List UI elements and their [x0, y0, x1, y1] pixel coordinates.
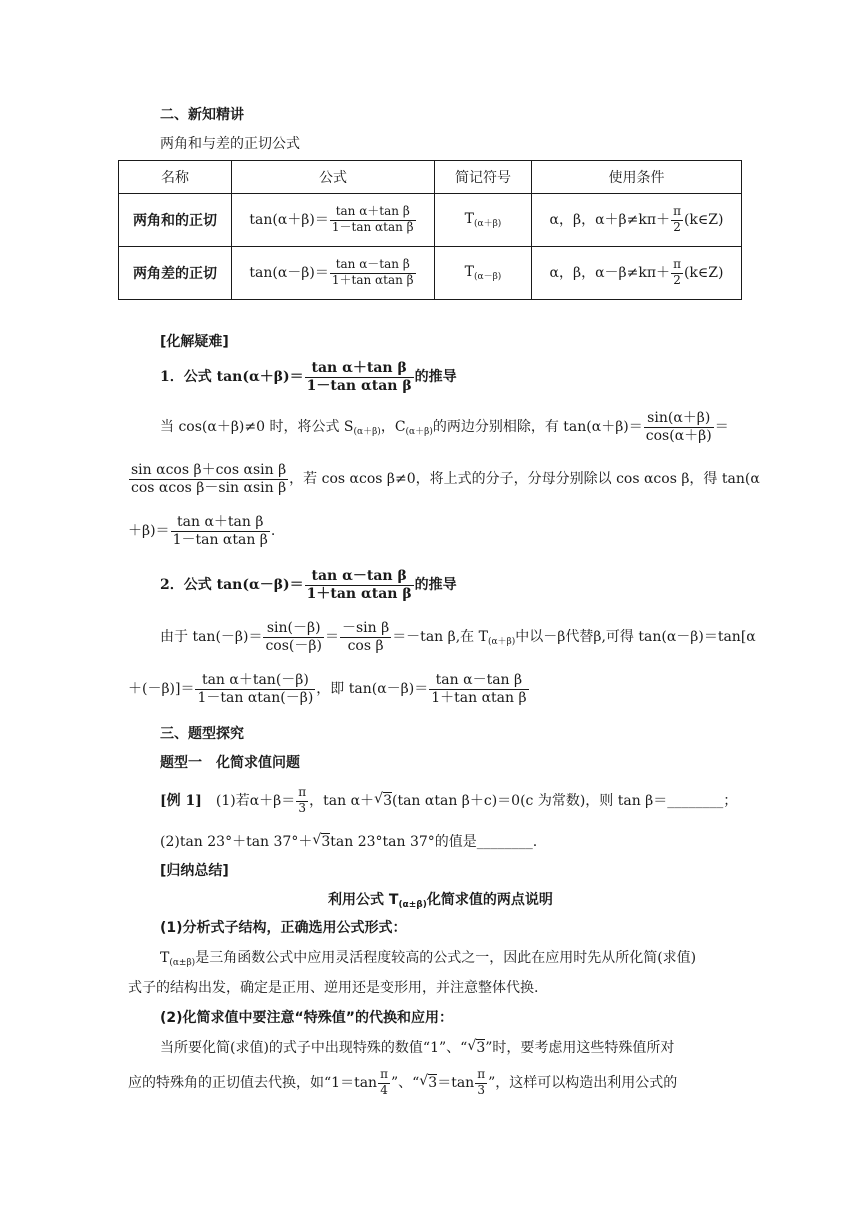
fraction: [644, 410, 714, 444]
symbol-letter: T: [464, 211, 475, 227]
example-label: [例 1]: [160, 792, 202, 809]
fraction: [378, 1068, 390, 1098]
fraction-numerator: tan α－tan β: [305, 568, 414, 586]
text: (1)若α＋β＝: [215, 792, 296, 809]
fraction-denominator: cos αcos β－sin αsin β: [131, 480, 287, 497]
text: 应的特殊角的正切值去代换，如“1＝tan: [128, 1074, 378, 1091]
formula-difference: [232, 247, 435, 300]
sqrt-symbol: √ 3: [467, 1038, 486, 1056]
condition-fraction: [671, 205, 683, 235]
fraction-denominator: cos(α＋β): [645, 428, 712, 445]
summary-point-1-title: (1)分析式子结构，正确选用公式形式：: [160, 920, 407, 936]
summary-point-2-title: (2)化简求值中要注意“特殊值”的代换和应用：: [160, 1010, 453, 1026]
summary-point-1-line-1: [160, 947, 696, 968]
title-suffix: 的推导: [414, 577, 457, 594]
derivation-2-title: [160, 568, 457, 602]
summary-title: [328, 889, 553, 910]
condition-text: α，β，α－β≠kπ＋: [549, 265, 671, 281]
summary-point-2-line-2: [128, 1068, 677, 1098]
fraction-denominator: 4: [380, 1082, 388, 1097]
section-heading-problem-types: 三、题型探究: [160, 726, 244, 742]
fraction-denominator: 3: [477, 1082, 485, 1097]
fraction-numerator: π: [671, 258, 683, 274]
text: ”、“: [390, 1074, 420, 1091]
formula-fraction: [330, 205, 416, 235]
text: ，C: [380, 419, 406, 436]
fraction: [129, 462, 288, 496]
title-text: 1．公式 tan(α＋β)＝: [160, 369, 304, 386]
text: ，若 cos αcos β≠0，将上式的分子，分母分别除以 cos αcos β，得 tan(α: [289, 471, 760, 488]
fraction-numerator: π: [671, 205, 683, 221]
derivation-2-line-1: [160, 620, 756, 654]
text: .: [270, 523, 276, 540]
fraction-denominator: 1＋tan αtan β: [306, 586, 412, 603]
subscript: (α＋β): [487, 637, 516, 648]
fraction-denominator: 2: [673, 220, 681, 234]
fraction-numerator: π: [296, 786, 308, 802]
fraction: [475, 1068, 487, 1098]
problem-type-1-title: 题型一 化简求值问题: [160, 755, 300, 771]
table-row: [119, 194, 742, 247]
text: ＋(－β)]＝: [128, 681, 195, 698]
text: ＝tan: [437, 1074, 475, 1091]
fraction-denominator: 1－tan αtan(－β): [197, 690, 314, 707]
text: 化简求值的两点说明: [426, 892, 553, 908]
summary-heading: [归纳总结]: [160, 863, 229, 879]
text: 当所要化简(求值)的式子中出现特殊的数值“1”、“: [160, 1040, 468, 1056]
title-suffix: 的推导: [414, 369, 457, 386]
text: 中以－β代替β,可得 tan(α－β)＝tan[α: [515, 629, 756, 646]
row-name-sum: 两角和的正切: [119, 194, 232, 247]
symbol-subscript: (α－β): [474, 272, 502, 282]
fraction-denominator: 1＋tan αtan β: [331, 273, 414, 287]
text: ＝－tan β,在 T: [392, 629, 488, 646]
subscript: (α±β): [398, 900, 427, 910]
clarify-heading: [化解疑难]: [160, 334, 229, 350]
row-name-difference: 两角差的正切: [119, 247, 232, 300]
text: (tan αtan β＋c)＝0(c 为常数)，则 tan β＝________；: [391, 792, 738, 809]
fraction-denominator: 1＋tan αtan β: [431, 690, 527, 707]
summary-point-1-line-2: 式子的结构出发，确定是正用、逆用还是变形用，并注意整体代换.: [128, 980, 539, 996]
fraction-numerator: －sin β: [340, 620, 391, 638]
table-row: [119, 247, 742, 300]
symbol-sum: [435, 194, 532, 247]
fraction-numerator: sin αcos β＋cos αsin β: [129, 462, 288, 480]
fraction-numerator: tan α－tan β: [330, 258, 416, 274]
sqrt-symbol: √ 3: [374, 790, 392, 809]
derivation-1-line-3: [128, 514, 275, 548]
summary-point-2-line-1: [160, 1037, 674, 1057]
fraction-numerator: tan α＋tan(－β): [195, 672, 315, 690]
sqrt-radicand: 3: [428, 1074, 438, 1091]
condition-fraction: [671, 258, 683, 288]
section-heading-new-knowledge: 二、新知精讲: [160, 107, 244, 123]
table-header-row: [119, 161, 742, 194]
text: 是三角函数公式中应用灵活程度较高的公式之一，因此在应用时先从所化简(求值): [195, 950, 697, 966]
text: ＋β)＝: [128, 523, 170, 540]
fraction: [429, 672, 528, 706]
condition-domain: (k∈Z): [683, 265, 724, 281]
text: 利用公式 T: [328, 892, 399, 908]
subscript: (α＋β): [405, 427, 433, 438]
fraction-numerator: tan α＋tan β: [171, 514, 270, 532]
header-symbol: 简记符号: [435, 161, 532, 194]
fraction-denominator: cos β: [347, 638, 384, 655]
formula-lhs: tan(α－β)＝: [249, 265, 329, 281]
condition-domain: (k∈Z): [683, 212, 724, 228]
text: tan 23°tan 37°的值是________.: [330, 834, 538, 850]
text: 由于 tan(－β)＝: [160, 629, 263, 646]
text: ”时，要考虑用这些特殊值所对: [485, 1040, 675, 1056]
condition-text: α，β，α＋β≠kπ＋: [549, 212, 671, 228]
title-text: 2．公式 tan(α－β)＝: [160, 577, 304, 594]
header-name: 名称: [119, 161, 232, 194]
condition-sum: [532, 194, 742, 247]
derivation-1-line-1: [160, 410, 729, 444]
table-caption: 两角和与差的正切公式: [160, 136, 300, 152]
text: (2)tan 23°＋tan 37°＋: [160, 834, 313, 850]
fraction-numerator: tan α＋tan β: [305, 360, 414, 378]
title-fraction: [305, 360, 414, 394]
sqrt-symbol: √ 3: [419, 1072, 438, 1091]
text: 的两边分别相除，有 tan(α＋β)＝: [432, 419, 643, 436]
sqrt-radicand: 3: [383, 792, 392, 809]
fraction-denominator: 1－tan αtan β: [331, 220, 414, 234]
sqrt-radicand: 3: [321, 834, 331, 850]
text: 当 cos(α＋β)≠0 时，将公式 S: [160, 419, 354, 436]
text: ，即 tan(α－β)＝: [316, 681, 429, 698]
fraction: [340, 620, 391, 654]
title-fraction: [305, 568, 414, 602]
derivation-2-line-2: [128, 672, 530, 706]
subscript: (α＋β): [353, 427, 381, 438]
formula-lhs: tan(α＋β)＝: [249, 212, 329, 228]
fraction-numerator: sin(α＋β): [644, 410, 714, 428]
formula-sum: [232, 194, 435, 247]
fraction-numerator: π: [378, 1068, 390, 1084]
fraction-denominator: cos(－β): [265, 638, 322, 655]
derivation-1-title: [160, 360, 457, 394]
fraction-denominator: 1－tan αtan β: [306, 378, 412, 395]
fraction: [171, 514, 270, 548]
fraction: [263, 620, 323, 654]
fraction-denominator: 3: [298, 800, 307, 815]
fraction-denominator: 2: [673, 273, 681, 287]
text: ，tan α＋: [309, 792, 375, 809]
fraction-numerator: tan α＋tan β: [330, 205, 416, 221]
text: ”，这样可以构造出利用公式的: [488, 1074, 678, 1091]
symbol-difference: [435, 247, 532, 300]
fraction: [296, 786, 308, 816]
fraction: [195, 672, 315, 706]
text: ＝: [324, 629, 339, 646]
text: ＝: [714, 419, 729, 436]
subscript: (α±β): [169, 958, 196, 968]
example-1-part-2: [160, 831, 537, 851]
symbol-subscript: (α＋β): [474, 219, 502, 229]
header-formula: 公式: [232, 161, 435, 194]
example-1-part-1: [160, 786, 737, 816]
fraction-denominator: 1－tan αtan β: [172, 532, 268, 549]
tangent-formula-table: [118, 160, 742, 300]
header-condition: 使用条件: [532, 161, 742, 194]
symbol-letter: T: [464, 264, 475, 280]
text: T: [160, 950, 170, 966]
fraction-numerator: π: [475, 1068, 487, 1084]
sqrt-radicand: 3: [476, 1040, 486, 1056]
formula-fraction: [330, 258, 416, 288]
fraction-numerator: sin(－β): [263, 620, 323, 638]
sqrt-symbol: √ 3: [312, 832, 331, 850]
derivation-1-line-2: [128, 462, 760, 496]
condition-difference: [532, 247, 742, 300]
fraction-numerator: tan α－tan β: [429, 672, 528, 690]
